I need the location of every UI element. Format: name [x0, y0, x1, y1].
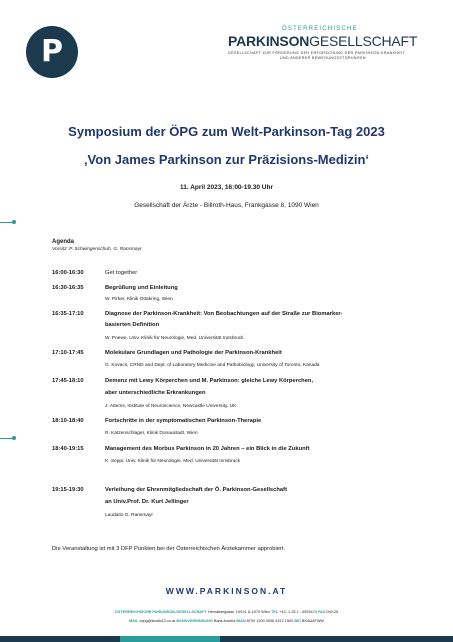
agenda-speaker: R. Katzenschlager, Klinik Donaustadt, Wien [105, 431, 198, 436]
agenda-time: 18:40-19:15 [52, 446, 84, 452]
agenda-time: 18:10-18:40 [52, 418, 84, 424]
agenda-topic: Get together [105, 270, 138, 276]
agenda-speaker: G. Kovacs, CRND and Dept. of Laboratory Medicine and Pathobiology, University of Toronto, Kanada [105, 363, 320, 368]
agenda-time: 16:35-17:10 [52, 311, 84, 317]
tel: +43 -1-33 1 - 6903474 [279, 610, 317, 614]
iban: AT09 1200 0006 4312 1500 [246, 619, 294, 623]
bic-label: BIC [294, 619, 301, 623]
event-title: Symposium der ÖPG zum Welt-Parkinson-Tag 2023 [68, 124, 385, 139]
agenda-time: 19:15-19:30 [52, 487, 84, 493]
agenda-heading: Agenda [52, 239, 75, 245]
fax-label: FAX [317, 610, 326, 614]
side-marker-dot [0, 438, 14, 439]
agenda-topic: basierten Definition [105, 322, 160, 328]
agenda-speaker: J. Attems, Institute of Neuroscience, Newcastle University, UK [105, 404, 237, 409]
event-venue: Gesellschaft der Ärzte - Billroth-Haus, Frankgasse 8, 1090 Wien [134, 202, 319, 209]
address-label: ÖSTERREICHISCHE PARKINSON-GESELLSCHAFT [114, 610, 207, 614]
agenda-topic: Verleihung der Ehrenmitgliedschaft der Ö. Parkinson-Gesellschaft [105, 487, 288, 493]
dfp-note: Die Veranstaltung ist mit 3 DFP Punkten bei der Österreichischen Ärztekammer approbiert. [52, 546, 286, 552]
side-marker-dot [0, 222, 14, 223]
brand-sub-line2: UND ANDERER BEWEGUNGSSTÖRUNGEN [280, 56, 366, 60]
event-date-time: 11. April 2023, 16:00-19.30 Uhr [180, 184, 273, 191]
agenda-time: 16:00-16:30 [52, 270, 84, 276]
brand-top: ÖSTERREICHISCHE [282, 26, 358, 32]
agenda-time: 17:45-18:10 [52, 378, 84, 384]
brand-logo [228, 26, 428, 61]
brand-main-regular: GESELLSCHAFT [309, 33, 418, 49]
event-subtitle: ‚Von James Parkinson zur Präzisions-Medizin‘ [83, 152, 370, 167]
bottom-bar [0, 636, 453, 642]
brand-main [228, 33, 428, 49]
bank: Bank Austria [213, 619, 236, 623]
agenda-time: 17:10-17:45 [52, 350, 84, 356]
agenda-chair: Vorsitz: P. Schwingenschuh, G. Ransmayr [52, 247, 142, 252]
agenda-topic: Molekulare Grundlagen und Pathologie der Parkinson-Krankheit [105, 350, 282, 356]
agenda-speaker: W. Poewe, Univ. Klinik für Neurologie, Med. Universität Innsbruck [105, 336, 244, 341]
iban-label: IBAN [236, 619, 246, 623]
address: Hernalsergasse 19/1/4, A-1070 Wien [207, 610, 270, 614]
agenda-speaker: Laudatio G. Ransmayr [105, 513, 153, 518]
bottom-bar-accent [120, 636, 220, 642]
agenda-topic: Fortschritte in der symptomatischen Parkinson-Therapie [105, 418, 262, 424]
contact-line-2 [0, 619, 453, 623]
agenda-topic: Begrüßung und Einleitung [105, 285, 178, 291]
agenda-topic: Management des Morbus Parkinson in 20 Jahren – ein Blick in die Zukunft [105, 446, 310, 452]
brand-subtitle [228, 51, 428, 61]
agenda-time: 16:30-16:35 [52, 285, 84, 291]
mail-label: MAIL [128, 619, 139, 623]
mail[interactable]: oepg@studio12.co.at [139, 619, 176, 623]
brand-main-bold: PARKINSON [228, 33, 310, 49]
agenda-speaker: W. Pirker, Klinik Ottakring, Wien [105, 297, 173, 302]
agenda-topic: an Univ.Prof. Dr. Kurt Jellinger [105, 499, 189, 505]
logo-p-circle [26, 26, 78, 78]
logo-letter: P [41, 34, 63, 69]
bank-label: BANKVERBINDUNG [176, 619, 213, 623]
agenda-topic: Diagnose der Parkinson-Krankheit: Von Beobachtungen auf der Straße zur Biomarker- [105, 311, 343, 317]
contact-line-1 [0, 610, 453, 614]
bic: BKAUATWW [301, 619, 324, 623]
fax: DW-25 [326, 610, 339, 614]
agenda-topic: aber unterschiedliche Erkrankungen [105, 390, 206, 396]
brand-sub-line1: GESELLSCHAFT ZUR FÖRDERUNG DER ERFORSCHUNG DER PARKINSON-KRANKHEIT [228, 51, 406, 55]
tel-label: TEL [270, 610, 279, 614]
agenda-topic: Demenz mit Lewy Körperchen und M. Parkinson: gleiche Lewy Körperchen, [105, 378, 314, 384]
agenda-header [52, 239, 422, 252]
website-link[interactable]: WWW.PARKINSON.AT [165, 586, 288, 596]
agenda-speaker: K. Seppi, Univ. Klinik für Neurologie, Med. Universität Innsbruck [105, 459, 241, 464]
